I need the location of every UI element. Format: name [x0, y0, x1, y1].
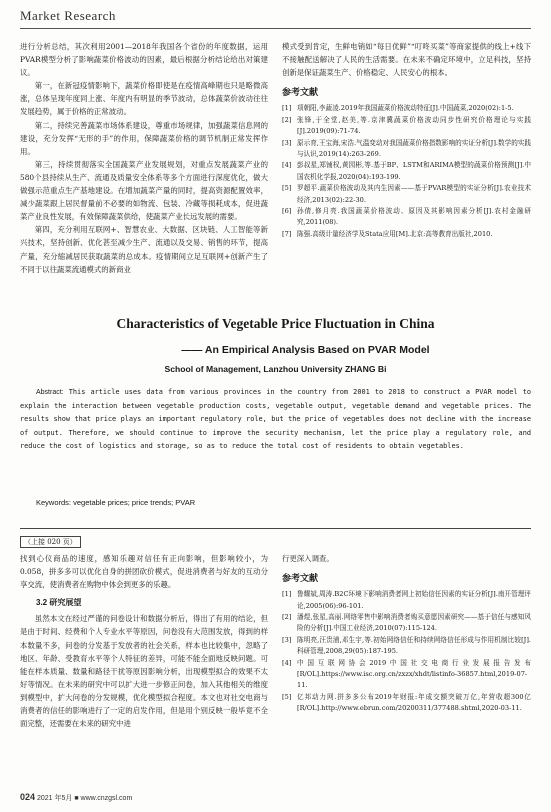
abstract-label: Abstract: — [36, 389, 64, 396]
keywords-label: Keywords: — [36, 498, 72, 507]
reference-item — [282, 206, 531, 229]
english-title: Characteristics of Vegetable Price Fluctuation in China — [116, 316, 435, 331]
journal-title: Market Research — [20, 8, 116, 23]
top-right-column — [282, 40, 531, 240]
continued-from-label: （上接 020 页） — [20, 536, 81, 548]
reference-number: [3] — [282, 635, 292, 644]
reference-text: 陈明亮,汪贵浦,邓生宇,等.初始网络信任和持续网络信任形成与作用机制比较[J].科研管理,2008,29(05):187-195. — [297, 635, 531, 656]
reference-item — [282, 115, 531, 138]
reference-number: [4] — [282, 161, 292, 170]
paragraph: 模式受到肯定，生鲜电销如“每日优鲜”“叮咚买菜”等商家提供的线上+线下不接触配送解决了人民的生活需要。在未来不确定环境中，立足科技，坚持创新是保证蔬菜生产、价格稳定、人民安心的根本。 — [282, 42, 531, 78]
reference-number: [3] — [282, 138, 292, 147]
reference-text: 鲁耀斌,周涛.B2C环境下影响消费者网上初始信任因素的实证分析[J].南开管理评论,2005(06):96-101. — [297, 590, 531, 610]
reference-number: [5] — [282, 692, 292, 701]
paragraph: 第三，持续贯彻落实全国蔬菜产业发展规划，对重点发展蔬菜产业的580个县持续从生产、流通及质量安全体系等多个方面进行深度优化，做大做强示范重点生产基地建设。在增加蔬菜产量的同时，提高资源配置效率，减少蔬菜跟上居民督量前不必要的如物流、包装、冷藏等损耗成本，促进蔬菜产业良性发展，有效保障蔬菜供给，使蔬菜产业长远发展的需要。 — [20, 159, 268, 222]
reference-number: [5] — [282, 184, 292, 193]
english-affiliation: School of Management, Lanzhou University ZHANG Bi — [164, 364, 387, 374]
paragraph: 虽然本文在经过严谨的问卷设计和数据分析后，得出了有用的结论，但是由于时间、经费和个人专业水平等原因，问卷没有大范围发放，得到的样本数量不多，问卷的分发基于发放者的社会关系，样本也比较集中，忽略了地区、年龄、受教育水平等个人特征的差异，可能不能全面地反映问题。可能在样本质量、数量和路径干扰等原因影响分析，出现模型拟合的效果不太好等情况。在未来的研究中可以扩大进一步修正问卷，加入其他相关的维度到模型中，扩大问卷的分发规模，优化模型拟合程度。本文也对社交电商与消费者的信任的影响进行了一定的启发作用，但是用个别反映一般毕竟不全面完整，还需要在未来的研究中进 — [20, 614, 268, 729]
english-subtitle: —— An Empirical Analysis Based on PVAR Model — [181, 344, 430, 356]
reference-number: [2] — [282, 612, 292, 621]
reference-item — [282, 692, 531, 715]
reference-item — [282, 183, 531, 206]
reference-item — [282, 138, 531, 161]
bottom-left-column — [20, 552, 268, 730]
reference-item — [282, 160, 531, 183]
reference-text: 中国互联网协会2019中国社交电商行业发展报告发布[R/OL].https://www.isc.org.cn/zxzx/xhdt/listinfo-36857.html,2019-07-11. — [297, 658, 531, 690]
page-number: 024 — [20, 792, 36, 802]
paragraph: 找到心仪商品的速度，感知乐趣对信任有正向影响，但影响较小，为0.058，拼多多可以优化自身的拼团砍价模式，促进消费者与好友的互动分享交流，使消费者在购物中体会到更多的乐趣。 — [20, 554, 268, 590]
paragraph: 进行分析总结，其次利用2001—2018年我国各个省份的年度数据，运用PVAR模型分析了影响蔬菜价格波动的因素，最后根据分析结论给出对策建议。 — [20, 42, 268, 78]
reference-text: 孙倩,修月亮.我国蔬菜价格波动、原因及其影响因素分析[J].农村金融研究,2011(08). — [297, 206, 531, 227]
paragraph: 行更深入调查。 — [282, 554, 334, 563]
section-heading: 3.2 研究展望 — [36, 598, 82, 608]
reference-text: 陈强.高级计量经济学及Stata应用[M].北京:高等教育出版社,2010. — [297, 229, 493, 238]
footer-separator: ■ — [74, 795, 79, 802]
reference-text: 潘煜,张星,高丽.网络零售中影响消费者购买意愿因素研究——基于信任与感知风险的分析[J].中国工业经济,2010(07):115-124. — [297, 612, 531, 633]
reference-text: 彭叔星,郑铺权,黄园彬,等.基于BP、LSTM和ARIMA模型的蔬菜价格预测[J].中国农机化学报,2020(04):193-199. — [297, 161, 531, 181]
reference-number: [4] — [282, 658, 292, 667]
paragraph: 第四，充分利用互联网+、智慧农业、大数据、区块链、人工智能等新兴技术，坚持创新、优化甚至减少生产、流通以及交易、销售的环节，提高产量，充分缩减居民获取蔬菜的总成本。疫情期间立足互联网+创新产生了不同于以往蔬菜流通模式的新商业 — [20, 225, 268, 274]
reference-item — [282, 658, 531, 692]
english-keywords — [20, 498, 531, 507]
reference-text: 张锋,于全堂,赵美,等.京津冀蔬菜价格波动同步性研究价格理论与实践[J].2019(09):71-74. — [297, 115, 531, 136]
top-left-column — [20, 40, 268, 276]
section-divider — [20, 528, 531, 529]
reference-item — [282, 589, 531, 612]
reference-text: 项朝阳,李蔬凌.2019年我国蔬菜价格波动特征[J].中国蔬菜,2020(02):1-5. — [297, 104, 514, 113]
reference-text: 亿邦动力网.拼多多公布2019年财报:年成交额突破万亿,年营收超300亿[R/OL].http://www.ebrun.com/20200311/377488.shtml,2020-03-11. — [297, 692, 531, 713]
reference-item — [282, 612, 531, 635]
running-header — [20, 6, 531, 29]
paragraph: 第一，在新冠疫情影响下，蔬菜价格即使是在疫情高峰期也只是略微高涨，总体呈现年度同上涨、年度内有明显的季节波动，总体蔬菜价波动往往发展趋势，属于价格的正常波动。 — [20, 81, 268, 117]
paragraph: 第二，持续完善蔬菜市场体系建设，尊重市场规律，加强蔬菜信息网的建设，充分发挥“无形的手”的作用，保障蔬菜价格的调节机制正常发挥作用。 — [20, 120, 268, 156]
abstract-text: This article uses data from various provinces in the country from 2001 to 2018 to construct a PVAR model to explain the interaction between vegetable production costs, vegetable output, vegetable demand and vegetable prices. The results show that price plays an important regulatory role, but the price of vegetables does not decline with the increase of output. Therefore, we should continue to improve the security mechanism, let the price play a regulatory role, and reduce the cost of logistics and storage, so as to reduce the total cost of residents to obtain vegetables. — [20, 388, 531, 451]
site-url: www.cnzgsl.com — [80, 795, 133, 802]
page-footer — [20, 792, 531, 803]
reference-item — [282, 103, 531, 114]
references-heading: 参考文献 — [282, 574, 319, 585]
keywords-text: vegetable prices; price trends; PVAR — [73, 498, 196, 507]
english-abstract — [20, 386, 531, 454]
reference-text: 罗超平.蔬菜价格波动及其内生因素——基于PVAR模型的实证分析[J].农业技术经济,2013(02):22-30. — [297, 184, 531, 204]
reference-item — [282, 635, 531, 658]
reference-number: [2] — [282, 115, 292, 124]
reference-number: [7] — [282, 229, 292, 238]
reference-number: [1] — [282, 590, 292, 599]
references-heading: 参考文献 — [282, 88, 319, 99]
reference-number: [1] — [282, 104, 292, 113]
reference-text: 原示育,王宝海,宋浩.气温变动对我国蔬菜价格指数影响的实证分析[J].数学的实践与认识,2019(14):263-269. — [297, 138, 531, 158]
bottom-right-column — [282, 552, 531, 715]
reference-item — [282, 229, 531, 240]
issue-date: 2021 年5月 — [36, 795, 73, 802]
reference-number: [6] — [282, 206, 292, 215]
